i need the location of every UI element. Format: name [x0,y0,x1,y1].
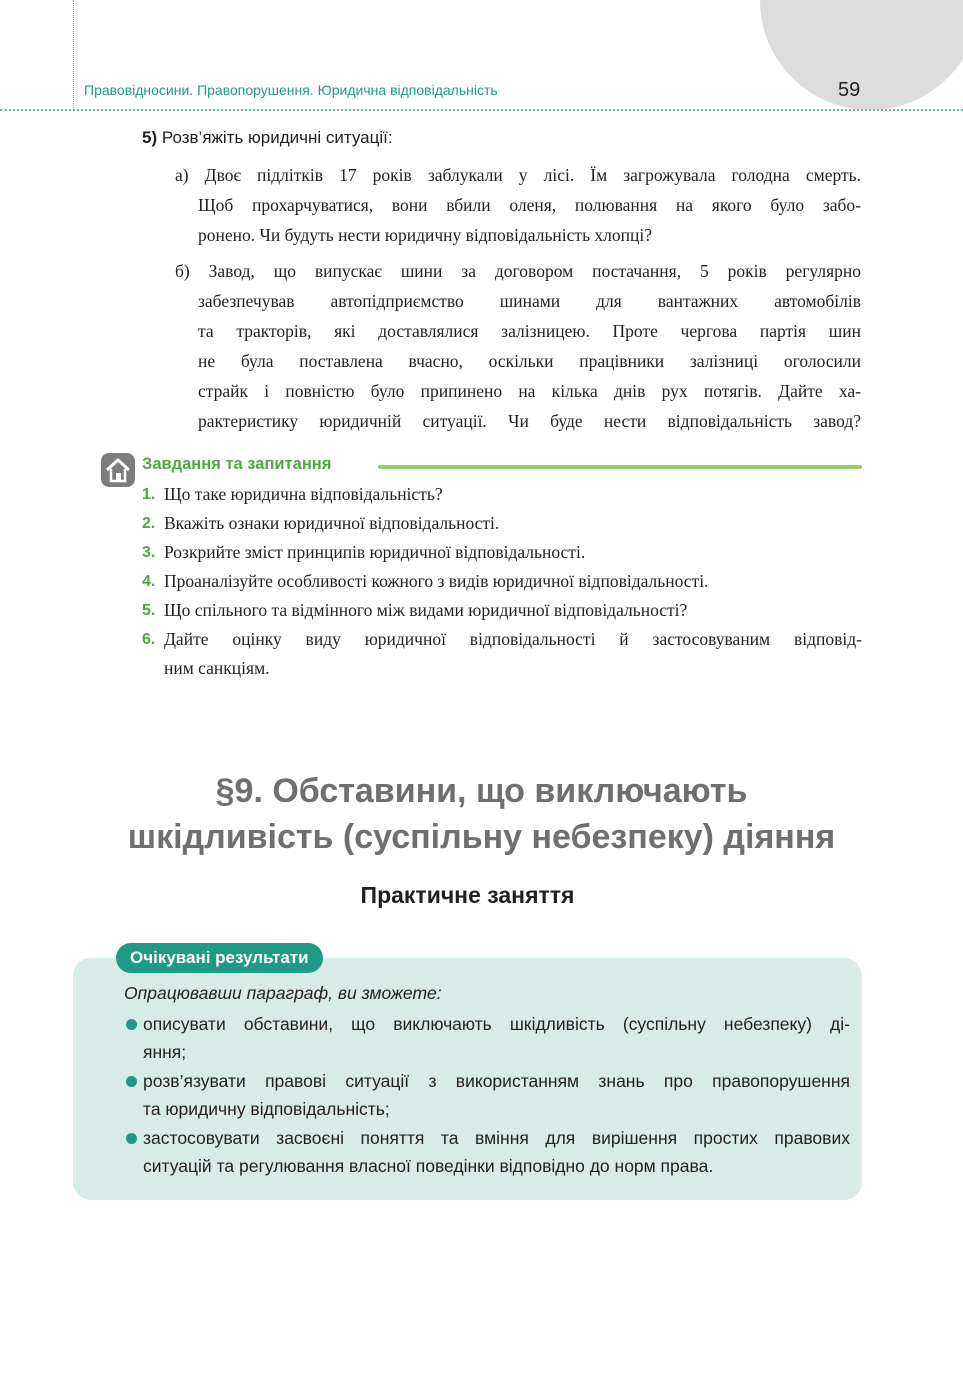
case-a-line: ронено. Чи будуть нести юридичну відповідальність хлопці? [198,225,653,245]
case-b-line: та тракторів, які доставлялися залізницею. Проте чергова партія шин [198,321,861,341]
list-item [124,1010,850,1066]
question-text: Дайте оцінку виду юридичної відповідальності й застосовуваним відповід- [164,629,862,649]
case-a-line: Щоб прохарчуватися, вони вбили оленя, полювання на якого було забо- [198,195,861,215]
page-number: 59 [838,79,861,101]
running-head: Правовідносини. Правопорушення. Юридична відповідальність [84,82,498,98]
question-number: 1. [142,486,156,503]
question-text: Розкрийте зміст принципів юридичної відповідальності. [164,542,586,562]
outcomes-label: Очікувані результати [116,943,323,973]
outcome-text: застосовувати засвоєні поняття та вміння для вирішення простих правових [143,1128,850,1148]
question-number: 5. [142,602,156,619]
outcome-text: описувати обставини, що виключають шкідливість (суспільну небезпеку) ді- [143,1014,850,1034]
task-5-number: 5) [142,128,158,147]
question-text: ним санкціям. [164,658,270,678]
question-number: 2. [142,515,156,532]
case-b [175,256,861,436]
section-title-line: §9. Обставини, що виключають [215,772,748,810]
list-item [142,567,862,596]
case-a-line: а) Двоє підлітків 17 років заблукали у лісі. Їм загрожувала голодна смерть. [175,165,861,185]
list-item [142,596,862,625]
list-item [142,538,862,567]
outcome-text: яння; [143,1042,187,1062]
outcomes-intro: Опрацювавши параграф, ви зможете: [124,983,442,1003]
bullet-icon [126,1019,137,1030]
outcome-text: та юридичну відповідальність; [143,1099,390,1119]
questions-list [142,480,862,683]
question-text: Вкажіть ознаки юридичної відповідальності. [164,513,500,533]
question-text: Проаналізуйте особливості кожного з видів юридичної відповідальності. [164,571,709,591]
case-b-line: забезпечував автопідприємство шинами для вантажних автомобілів [198,291,861,311]
list-item [124,1067,850,1123]
case-b-line: не була поставлена вчасно, оскільки працівники залізниці оголосили [198,351,861,371]
questions-rule [378,465,862,469]
header-divider [0,109,963,111]
list-item [142,625,862,683]
case-b-line: б) Завод, що випускає шини за договором постачання, 5 років регулярно [175,261,861,281]
question-number: 4. [142,573,156,590]
outcome-text: розв’язувати правові ситуації з використанням знань про правопорушення [143,1071,850,1091]
section-title-line: шкідливість (суспільну небезпеку) діяння [127,818,836,856]
question-text: Що таке юридична відповідальність? [164,484,443,504]
outcomes-list [124,1010,850,1181]
question-text: Що спільного та відмінного між видами юридичної відповідальності? [164,600,688,620]
corner-decoration [760,0,963,110]
outcome-text: ситуацій та регулювання власної поведінки відповідно до норм права. [143,1156,714,1176]
task-5-title [142,128,393,148]
bullet-icon [126,1133,137,1144]
question-number: 6. [142,631,156,648]
section-title [0,768,963,860]
list-item [142,480,862,509]
bullet-icon [126,1076,137,1087]
task-5-text: Розв’яжіть юридичні ситуації: [161,128,393,147]
margin-guide-vertical [73,0,74,110]
list-item [142,509,862,538]
case-a [175,160,861,250]
case-b-line: рактеристику юридичній ситуації. Чи буде нести відповідальність завод? [198,411,861,431]
question-number: 3. [142,544,156,561]
case-b-line: страйк і повністю було припинено на кілька днів рух потягів. Дайте ха- [198,381,861,401]
questions-heading: Завдання та запитання [142,455,332,473]
house-icon [101,453,135,487]
section-subtitle: Практичне заняття [360,882,575,908]
list-item [124,1124,850,1180]
